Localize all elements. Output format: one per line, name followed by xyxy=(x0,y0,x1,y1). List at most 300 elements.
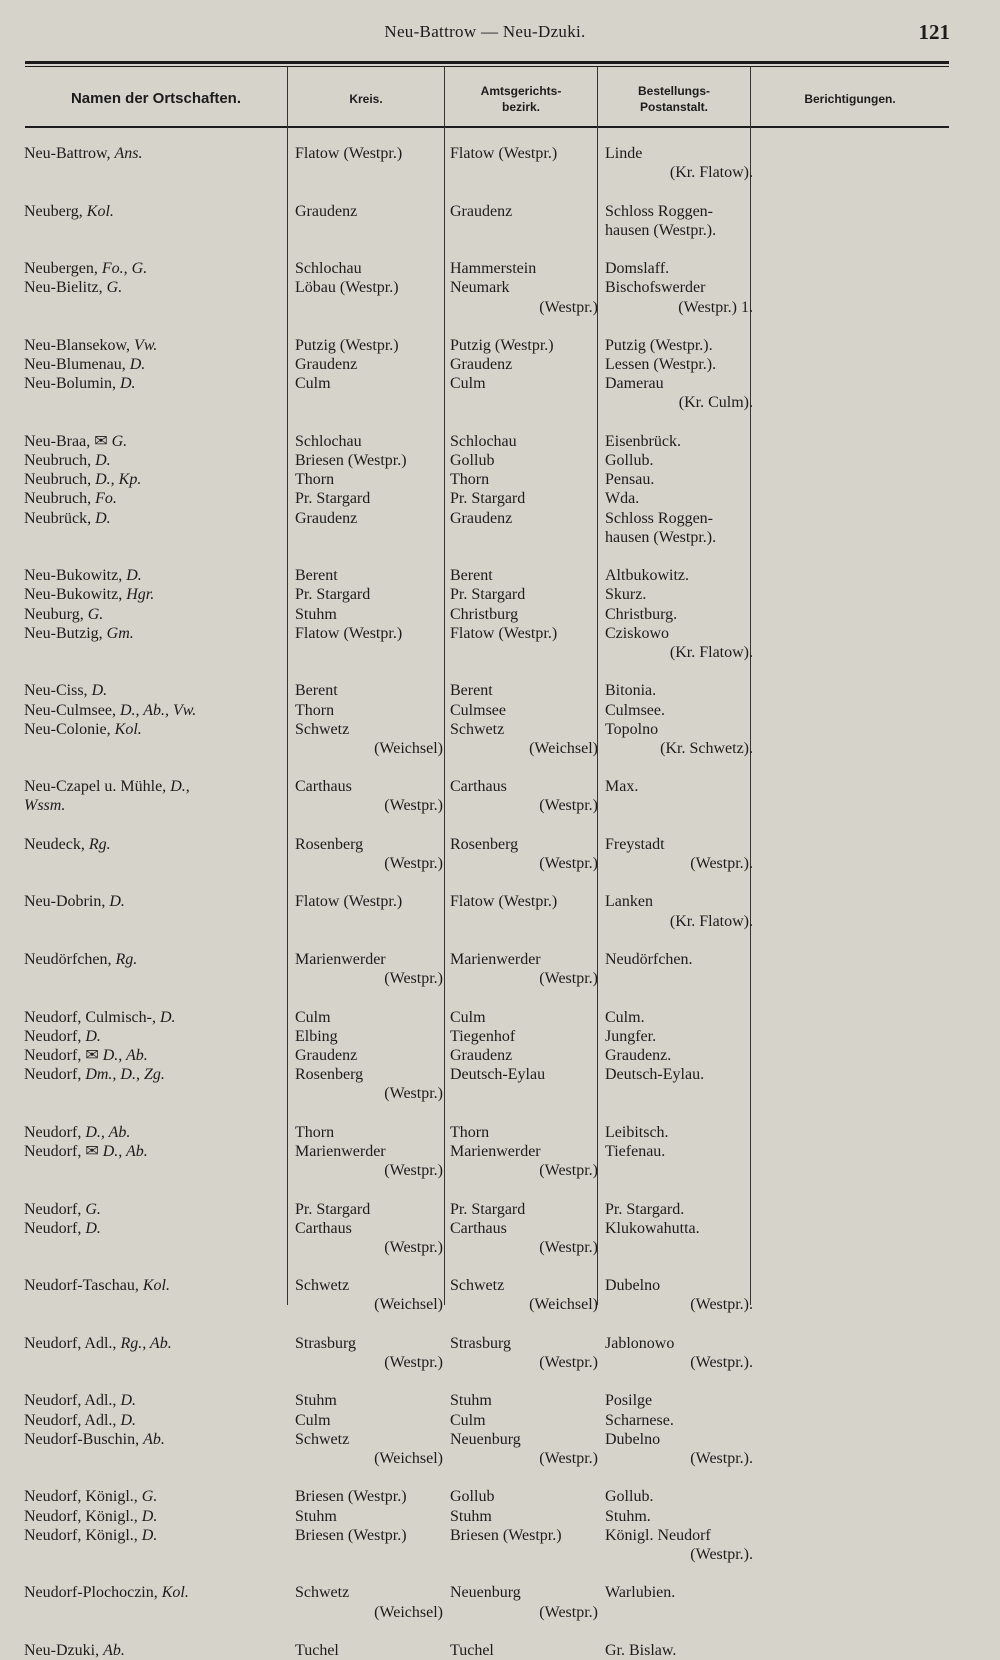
place-type-abbrev: Kol. xyxy=(161,1584,189,1602)
kreis-cell xyxy=(295,451,443,470)
place-name-line xyxy=(24,1219,286,1238)
kreis-cell xyxy=(295,489,443,508)
post-office-cell-line: (Westpr.). xyxy=(690,1354,753,1372)
kreis-cell-line: Thorn xyxy=(295,471,335,489)
post-office-cell-line: Bischofswerder xyxy=(605,279,706,297)
place-name-line xyxy=(24,1200,286,1219)
post-office-cell-line: (Kr. Schwetz). xyxy=(660,739,753,757)
post-office-cell-line: Domslaff. xyxy=(605,260,670,278)
place-name: Neu-Dzuki, xyxy=(24,1641,104,1659)
post-office-cell-line: Leibitsch. xyxy=(605,1123,669,1141)
amtsgericht-cell xyxy=(450,701,598,720)
post-office-cell-line: (Kr. Culm). xyxy=(678,394,753,412)
table-row xyxy=(0,585,1000,604)
place-type-abbrev: D. xyxy=(95,452,111,470)
place-name-line xyxy=(24,336,286,355)
kreis-cell-line: Rosenberg xyxy=(295,835,364,853)
table-row xyxy=(0,701,1000,720)
post-office-cell-line: Jungfer. xyxy=(605,1027,657,1045)
post-office-cell-line: Pensau. xyxy=(605,471,655,489)
place-name-line xyxy=(24,509,286,528)
place-name-cell xyxy=(24,777,286,815)
amtsgericht-cell xyxy=(450,1027,598,1046)
place-name: Neudorf, ✉ xyxy=(24,1142,103,1160)
place-name: Neu-Blansekow, xyxy=(24,336,135,354)
place-name-cell xyxy=(24,681,286,700)
amtsgericht-cell-line: Culm xyxy=(450,1411,486,1429)
place-name-cell xyxy=(24,1008,286,1027)
amtsgericht-cell xyxy=(450,336,598,355)
table-row xyxy=(0,202,1000,240)
place-type-abbrev: Rg., Ab. xyxy=(120,1334,172,1352)
amtsgericht-cell xyxy=(450,1583,598,1621)
post-office-cell-line: Lanken xyxy=(605,893,653,911)
amtsgericht-cell-line: Pr. Stargard xyxy=(450,490,526,508)
place-name: Neu-Czapel u. Mühle, xyxy=(24,778,171,796)
column-header-rule xyxy=(25,126,949,128)
place-name-cell xyxy=(24,355,286,374)
post-office-cell-line: Dubelno xyxy=(605,1430,661,1448)
table-row xyxy=(0,1123,1000,1142)
place-name-cell xyxy=(24,144,286,163)
post-office-cell xyxy=(605,566,753,585)
place-name-line xyxy=(24,1487,286,1506)
table-row xyxy=(0,1507,1000,1526)
place-name: Neudorf, Königl., xyxy=(24,1526,142,1544)
amtsgericht-cell xyxy=(450,777,598,815)
running-head xyxy=(0,22,1000,46)
place-type-abbrev: G. xyxy=(87,605,104,623)
post-office-cell xyxy=(605,470,753,489)
place-name-cell xyxy=(24,835,286,854)
amtsgericht-cell xyxy=(450,1123,598,1142)
column-header-post-line2: Postanstalt. xyxy=(639,100,708,114)
kreis-cell-line: Graudenz xyxy=(295,509,358,527)
place-name-cell xyxy=(24,1219,286,1238)
table-row xyxy=(0,1583,1000,1621)
kreis-cell-line: Culm xyxy=(295,1008,331,1026)
place-name-line xyxy=(24,720,286,739)
kreis-cell-line: Schlochau xyxy=(295,432,362,450)
post-office-cell xyxy=(605,1046,753,1065)
post-office-cell-line: Skurz. xyxy=(605,586,647,604)
place-name-cell xyxy=(24,720,286,739)
amtsgericht-cell xyxy=(450,1008,598,1027)
post-office-cell-line: Gollub. xyxy=(605,1488,654,1506)
place-name-cell xyxy=(24,432,286,451)
kreis-cell-line: Briesen (Westpr.) xyxy=(295,1526,407,1544)
amtsgericht-cell xyxy=(450,566,598,585)
place-name: Neudorf, Adl., xyxy=(24,1334,121,1352)
table-row xyxy=(0,432,1000,451)
amtsgericht-cell-line: Culm xyxy=(450,375,486,393)
place-name: Neu-Butzig, xyxy=(24,624,107,642)
place-name: Neubruch, xyxy=(24,490,96,508)
amtsgericht-cell-line: Marienwerder xyxy=(450,1142,541,1160)
post-office-cell xyxy=(605,950,753,969)
post-office-cell xyxy=(605,1430,753,1468)
post-office-cell-line: Klukowahutta. xyxy=(605,1219,700,1237)
place-name-line xyxy=(24,1430,286,1449)
place-name: Neuberg, xyxy=(24,202,87,220)
post-office-cell-line: Gollub. xyxy=(605,452,654,470)
place-name-line xyxy=(24,1583,286,1602)
place-name-line xyxy=(24,1507,286,1526)
kreis-cell-line: Thorn xyxy=(295,701,335,719)
post-office-cell-line: Linde xyxy=(605,145,643,162)
place-type-abbrev: D. xyxy=(129,356,146,374)
amtsgericht-cell xyxy=(450,1391,598,1410)
post-office-cell-line: (Kr. Flatow). xyxy=(669,164,753,182)
place-name-cell xyxy=(24,892,286,911)
amtsgericht-cell-line: Pr. Stargard xyxy=(450,1200,526,1218)
amtsgericht-cell-line: (Weichsel) xyxy=(529,1296,598,1314)
post-office-cell xyxy=(605,1391,753,1410)
place-name-cell xyxy=(24,1411,286,1430)
amtsgericht-cell xyxy=(450,1411,598,1430)
post-office-cell-line: Pr. Stargard. xyxy=(605,1200,685,1218)
amtsgericht-cell-line: (Westpr.) xyxy=(539,1354,598,1372)
column-header-name: Namen der Ortschaften. xyxy=(70,90,242,107)
kreis-cell-line: Briesen (Westpr.) xyxy=(295,1488,407,1506)
kreis-cell-line: Schlochau xyxy=(295,260,362,278)
place-name-line xyxy=(24,1046,286,1065)
page-number: 121 xyxy=(918,20,950,44)
kreis-cell-line: (Weichsel) xyxy=(374,1450,443,1467)
table-row xyxy=(0,509,1000,547)
post-office-cell-line: Schloss Roggen- xyxy=(605,509,713,527)
kreis-cell-line: Löbau (Westpr.) xyxy=(295,279,399,297)
kreis-cell-line: Carthaus xyxy=(295,778,352,796)
post-office-cell xyxy=(605,777,753,796)
column-header-amtsgericht-line2: bezirk. xyxy=(501,100,540,114)
amtsgericht-cell-line: Hammerstein xyxy=(450,260,537,278)
amtsgericht-cell xyxy=(450,1065,598,1084)
amtsgericht-cell-line: (Westpr.) xyxy=(539,1450,598,1467)
place-name: Neudorf, xyxy=(24,1200,86,1218)
place-type-abbrev: D., Ab., Vw. xyxy=(119,701,197,719)
table-row xyxy=(0,1142,1000,1180)
amtsgericht-cell-line: Neuenburg xyxy=(450,1430,521,1448)
place-name-line xyxy=(24,950,286,969)
place-name: Neu-Battrow, xyxy=(24,145,115,162)
post-office-cell xyxy=(605,605,753,624)
post-office-cell xyxy=(605,278,753,316)
place-name-cell xyxy=(24,624,286,643)
kreis-cell-line: Schwetz xyxy=(295,1584,350,1602)
kreis-cell xyxy=(295,144,443,163)
place-name-cell xyxy=(24,202,286,221)
post-office-cell-line: Schloss Roggen- xyxy=(605,202,713,220)
place-type-abbrev: Ab. xyxy=(103,1641,125,1659)
amtsgericht-cell-line: Graudenz xyxy=(450,1046,513,1064)
amtsgericht-cell xyxy=(450,202,598,221)
post-office-cell xyxy=(605,1027,753,1046)
place-name: Neudorf, ✉ xyxy=(24,1046,103,1064)
post-office-cell-line: Neudörfchen. xyxy=(605,951,693,969)
table-row xyxy=(0,144,1000,182)
kreis-cell xyxy=(295,892,443,911)
post-office-cell-line: Max. xyxy=(605,778,639,796)
post-office-cell-line: Culm. xyxy=(605,1008,645,1026)
place-name-cell xyxy=(24,1430,286,1449)
kreis-cell-line: (Westpr.) xyxy=(384,855,443,873)
place-type-abbrev: G. xyxy=(106,279,123,297)
place-name: Neudorf, xyxy=(24,1219,86,1237)
place-name: Neudorf, xyxy=(24,1027,86,1045)
amtsgericht-cell-line: Gollub xyxy=(450,452,495,470)
post-office-cell xyxy=(605,1507,753,1526)
kreis-cell xyxy=(295,1526,443,1545)
kreis-cell-line: Culm xyxy=(295,1411,331,1429)
post-office-cell-line: Lessen (Westpr.). xyxy=(605,356,717,374)
amtsgericht-cell-line: Rosenberg xyxy=(450,835,519,853)
post-office-cell xyxy=(605,1276,753,1314)
kreis-cell xyxy=(295,585,443,604)
place-type-abbrev: Kol. xyxy=(86,202,114,220)
table-row xyxy=(0,451,1000,470)
amtsgericht-cell-line: Graudenz xyxy=(450,356,513,374)
place-name-cell xyxy=(24,585,286,604)
amtsgericht-cell xyxy=(450,432,598,451)
place-name-cell xyxy=(24,278,286,297)
kreis-cell xyxy=(295,336,443,355)
place-name-line xyxy=(24,1276,286,1295)
place-name: Neu-Ciss, xyxy=(24,682,92,700)
place-name: Neudeck, xyxy=(24,835,89,853)
kreis-cell xyxy=(295,720,443,758)
table-row xyxy=(0,1219,1000,1257)
amtsgericht-cell xyxy=(450,509,598,528)
amtsgericht-cell-line: (Westpr.) xyxy=(539,1162,598,1180)
kreis-cell xyxy=(295,1142,443,1180)
place-name: Neubrück, xyxy=(24,509,96,527)
place-name-cell xyxy=(24,374,286,393)
kreis-cell xyxy=(295,624,443,643)
table-row xyxy=(0,259,1000,278)
place-name-line xyxy=(24,355,286,374)
table-row xyxy=(0,835,1000,873)
place-type-abbrev: Wssm. xyxy=(24,797,66,815)
place-name: Neubergen, xyxy=(24,260,102,278)
place-name-cell xyxy=(24,1046,286,1065)
kreis-cell-line: Stuhm xyxy=(295,1507,337,1525)
post-office-cell xyxy=(605,259,753,278)
kreis-cell xyxy=(295,509,443,528)
kreis-cell xyxy=(295,374,443,393)
kreis-cell xyxy=(295,701,443,720)
place-name-line xyxy=(24,605,286,624)
post-office-cell-line: Jablonowo xyxy=(605,1334,675,1352)
place-name-line xyxy=(24,585,286,604)
amtsgericht-cell-line: (Westpr.) xyxy=(539,797,598,815)
post-office-cell xyxy=(605,1219,753,1238)
amtsgericht-cell-line: Schwetz xyxy=(450,720,505,738)
amtsgericht-cell-line: (Westpr.) xyxy=(539,1603,598,1621)
kreis-cell-line: Flatow (Westpr.) xyxy=(295,624,403,642)
place-name-cell xyxy=(24,1391,286,1410)
kreis-cell-line: (Westpr.) xyxy=(384,1354,443,1372)
amtsgericht-cell-line: Tuchel xyxy=(450,1641,494,1659)
amtsgericht-cell-line: Flatow (Westpr.) xyxy=(450,893,558,911)
amtsgericht-cell-line: Thorn xyxy=(450,471,490,489)
table-body xyxy=(0,144,1000,1660)
kreis-cell-line: Thorn xyxy=(295,1123,335,1141)
amtsgericht-cell-line: Flatow (Westpr.) xyxy=(450,145,558,162)
post-office-cell xyxy=(605,1334,753,1372)
amtsgericht-cell-line: Deutsch-Eylau xyxy=(450,1066,546,1084)
amtsgericht-cell xyxy=(450,1641,598,1660)
amtsgericht-cell-line: Gollub xyxy=(450,1488,495,1506)
amtsgericht-cell xyxy=(450,1487,598,1506)
place-name-line xyxy=(24,566,286,585)
table-row xyxy=(0,950,1000,988)
place-type-abbrev: D., xyxy=(170,778,190,796)
place-name: Neu-Blumenau, xyxy=(24,356,130,374)
kreis-cell-line: Culm xyxy=(295,375,331,393)
kreis-cell xyxy=(295,1027,443,1046)
table-row xyxy=(0,1065,1000,1103)
place-name-cell xyxy=(24,605,286,624)
place-name-cell xyxy=(24,1142,286,1161)
kreis-cell xyxy=(295,1430,443,1468)
kreis-cell-line: (Westpr.) xyxy=(384,1238,443,1256)
post-office-cell xyxy=(605,1200,753,1219)
amtsgericht-cell-line: Graudenz xyxy=(450,509,513,527)
place-name-cell xyxy=(24,470,286,489)
amtsgericht-cell xyxy=(450,1334,598,1372)
amtsgericht-cell-line: Marienwerder xyxy=(450,951,541,969)
place-name-cell xyxy=(24,1065,286,1084)
place-name: Neudorf-Plochoczin, xyxy=(24,1584,162,1602)
amtsgericht-cell-line: Briesen (Westpr.) xyxy=(450,1526,562,1544)
kreis-cell-line: Flatow (Westpr.) xyxy=(295,893,403,911)
amtsgericht-cell xyxy=(450,1142,598,1180)
place-type-abbrev: G. xyxy=(141,1488,158,1506)
post-office-cell-line: Christburg. xyxy=(605,605,678,623)
amtsgericht-cell xyxy=(450,470,598,489)
kreis-cell-line: Schwetz xyxy=(295,1430,350,1448)
place-name: Neudorf-Buschin, xyxy=(24,1430,144,1448)
table-row xyxy=(0,1008,1000,1027)
post-office-cell xyxy=(605,835,753,873)
place-type-abbrev: Gm. xyxy=(106,624,134,642)
post-office-cell xyxy=(605,1123,753,1142)
place-type-abbrev: D., Kp. xyxy=(95,471,142,489)
place-type-abbrev: Hgr. xyxy=(126,586,155,604)
place-type-abbrev: Fo. xyxy=(95,490,117,508)
place-name-cell xyxy=(24,1526,286,1545)
place-type-abbrev: Vw. xyxy=(134,336,158,354)
kreis-cell-line: Carthaus xyxy=(295,1219,352,1237)
place-type-abbrev: D. xyxy=(141,1507,158,1525)
kreis-cell-line: Graudenz xyxy=(295,356,358,374)
kreis-cell-line: (Weichsel) xyxy=(374,1296,443,1314)
amtsgericht-cell xyxy=(450,605,598,624)
post-office-cell xyxy=(605,1142,753,1161)
place-name-cell xyxy=(24,336,286,355)
amtsgericht-cell-line: Putzig (Westpr.) xyxy=(450,336,554,354)
amtsgericht-cell-line: Stuhm xyxy=(450,1507,492,1525)
amtsgericht-cell xyxy=(450,144,598,163)
amtsgericht-cell-line: (Westpr.) xyxy=(539,298,598,316)
table-row xyxy=(0,336,1000,355)
amtsgericht-cell-line: Tiegenhof xyxy=(450,1027,516,1045)
post-office-cell xyxy=(605,892,753,930)
place-name-line xyxy=(24,202,286,221)
place-name-cell xyxy=(24,566,286,585)
kreis-cell xyxy=(295,1583,443,1621)
place-type-abbrev: D., Ab. xyxy=(102,1142,148,1160)
table-row xyxy=(0,624,1000,662)
kreis-cell xyxy=(295,259,443,278)
post-office-cell xyxy=(605,681,753,700)
post-office-cell xyxy=(605,509,753,547)
post-office-cell-line: Damerau xyxy=(605,375,664,393)
post-office-cell-line: Altbukowitz. xyxy=(605,567,689,585)
place-name: Neudorf-Taschau, xyxy=(24,1277,143,1295)
kreis-cell xyxy=(295,1065,443,1103)
place-name: Neu-Braa, ✉ xyxy=(24,432,112,450)
kreis-cell-line: Putzig (Westpr.) xyxy=(295,336,399,354)
post-office-cell-line: Bitonia. xyxy=(605,682,657,700)
amtsgericht-cell-line: Schwetz xyxy=(450,1277,505,1295)
kreis-cell-line: Graudenz xyxy=(295,1046,358,1064)
column-header-amtsgericht-line1: Amtsgerichts- xyxy=(480,84,562,98)
post-office-cell-line: Deutsch-Eylau. xyxy=(605,1066,705,1084)
post-office-cell xyxy=(605,1008,753,1027)
place-type-abbrev: D., Ab. xyxy=(102,1046,148,1064)
place-name-line xyxy=(24,892,286,911)
post-office-cell-line: (Westpr.). xyxy=(690,1545,753,1563)
place-name-cell xyxy=(24,489,286,508)
place-name-line xyxy=(24,1391,286,1410)
kreis-cell-line: Tuchel xyxy=(295,1641,339,1659)
amtsgericht-cell-line: Pr. Stargard xyxy=(450,586,526,604)
amtsgericht-cell-line: Strasburg xyxy=(450,1334,512,1352)
place-name-line xyxy=(24,144,286,163)
post-office-cell-line: hausen (Westpr.). xyxy=(605,528,717,546)
post-office-cell-line: Stuhm. xyxy=(605,1507,651,1525)
place-name-cell xyxy=(24,1507,286,1526)
kreis-cell xyxy=(295,1123,443,1142)
post-office-cell-line: Tiefenau. xyxy=(605,1142,666,1160)
kreis-cell-line: (Westpr.) xyxy=(384,1085,443,1103)
place-type-abbrev: Kol. xyxy=(114,720,142,738)
post-office-cell xyxy=(605,624,753,662)
kreis-cell xyxy=(295,1219,443,1257)
kreis-cell-line: Schwetz xyxy=(295,1277,350,1295)
kreis-cell xyxy=(295,835,443,873)
place-name: Neu-Culmsee, xyxy=(24,701,120,719)
table-row xyxy=(0,374,1000,412)
place-name: Neudörfchen, xyxy=(24,951,116,969)
place-type-abbrev: Ab. xyxy=(143,1430,165,1448)
table-row xyxy=(0,489,1000,508)
post-office-cell-line: Cziskowo xyxy=(605,624,669,642)
amtsgericht-cell-line: Carthaus xyxy=(450,778,507,796)
table-row xyxy=(0,1411,1000,1430)
post-office-cell-line: (Westpr.). xyxy=(690,855,753,873)
amtsgericht-cell xyxy=(450,1507,598,1526)
kreis-cell xyxy=(295,1641,443,1660)
place-name-cell xyxy=(24,1200,286,1219)
kreis-cell xyxy=(295,950,443,988)
post-office-cell-line: Posilge xyxy=(605,1392,653,1410)
post-office-cell xyxy=(605,1526,753,1564)
post-office-cell-line: Scharnese. xyxy=(605,1411,674,1429)
amtsgericht-cell xyxy=(450,892,598,911)
